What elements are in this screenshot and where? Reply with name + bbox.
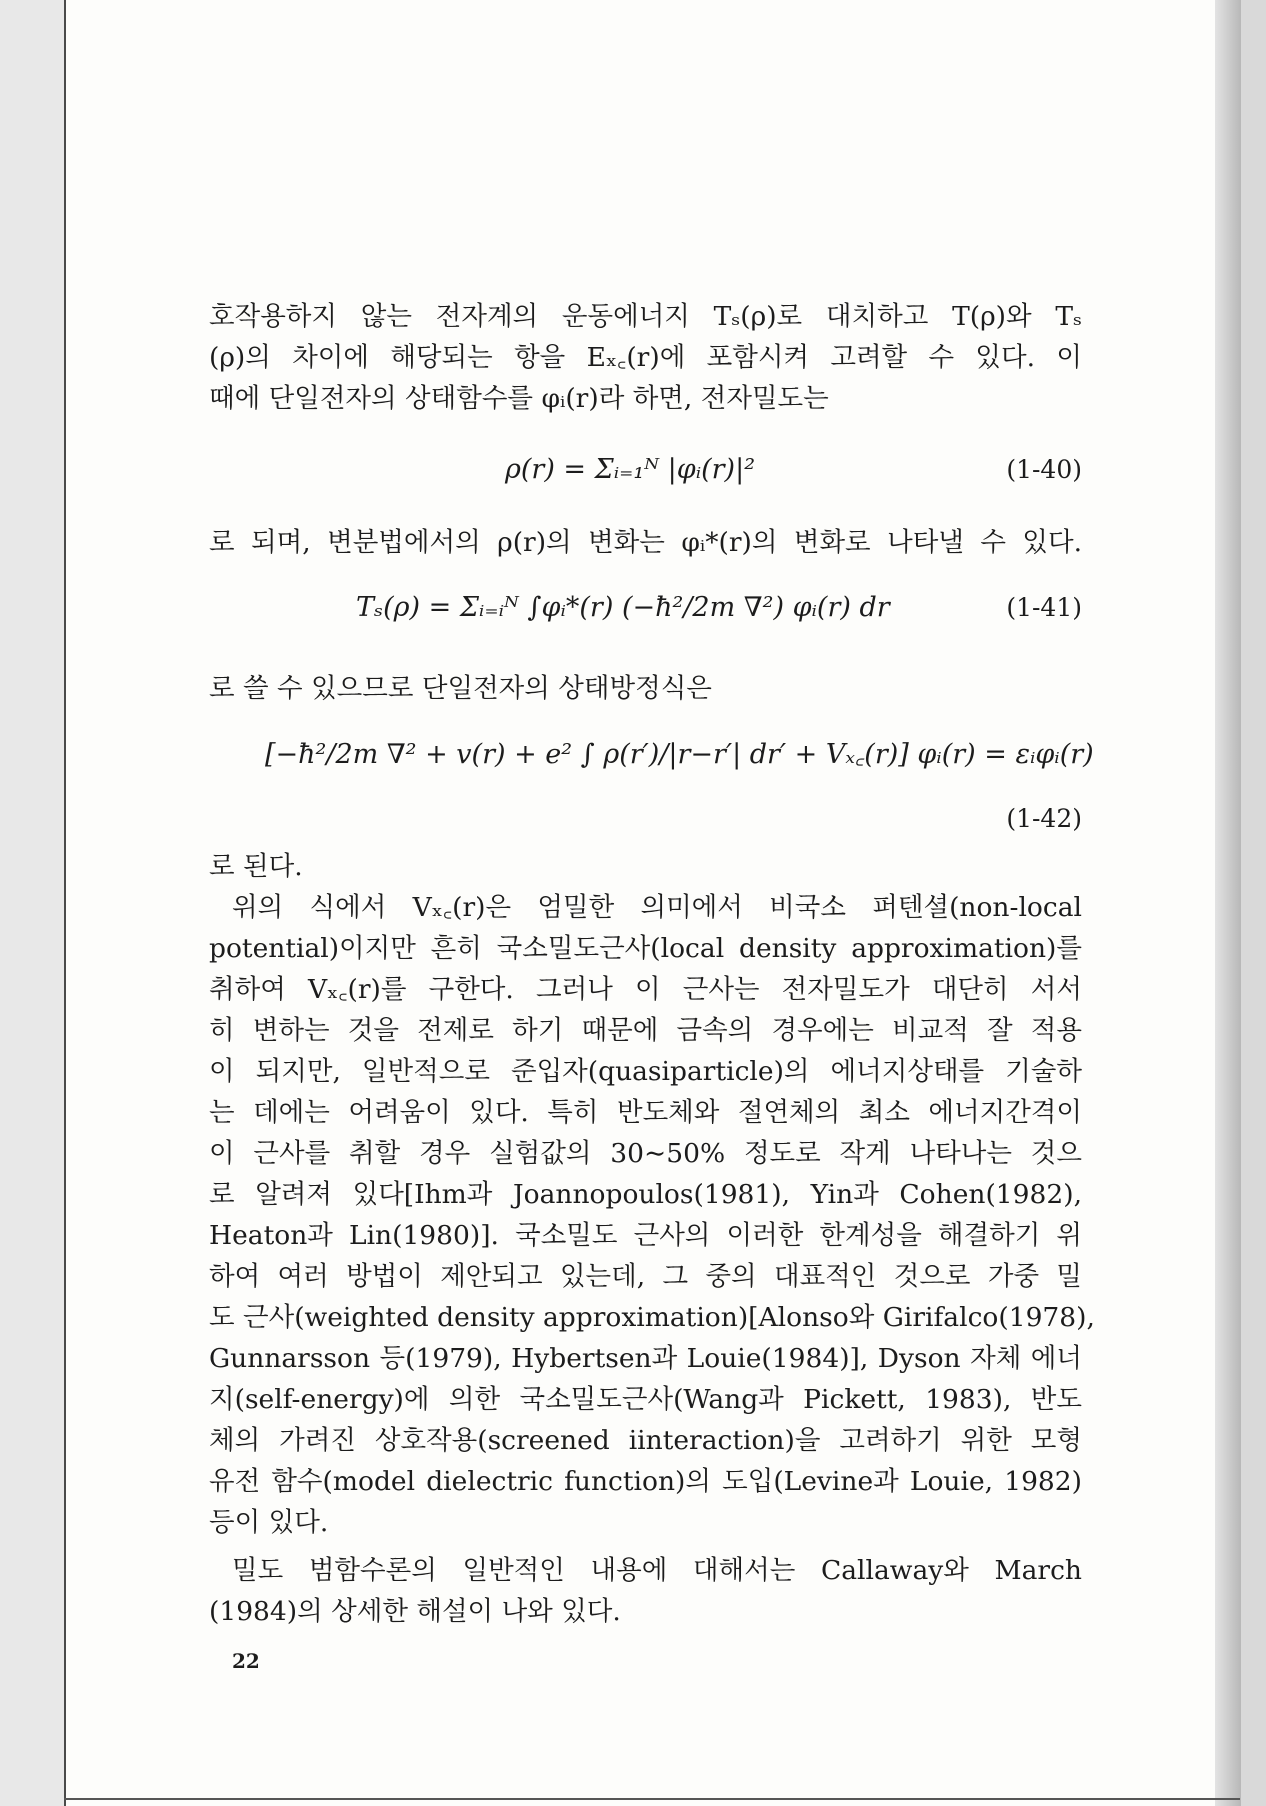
paragraph-start-line: 위의 식에서 Vₓ꜀(r)은 엄밀한 의미에서 비국소 퍼텐셜(non-local <box>232 892 1082 923</box>
text-line: 도 근사(weighted density approximation)[Alonso와 Girifalco(1978), <box>209 1302 1095 1333</box>
text-line: 로 되며, 변분법에서의 ρ(r)의 변화는 φᵢ*(r)의 변화로 나타낼 수 있다. <box>209 527 1082 558</box>
text-line: 이 근사를 취할 경우 실험값의 30∼50% 정도로 작게 나타나는 것으 <box>209 1138 1082 1169</box>
text-line: 유전 함수(model dielectric function)의 도입(Levine과 Louie, 1982) <box>209 1466 1082 1497</box>
page-edge-shadow <box>1215 0 1241 1806</box>
text-line: 때에 단일전자의 상태함수를 φᵢ(r)라 하면, 전자밀도는 <box>209 383 829 414</box>
text-line: 지(self-energy)에 의한 국소밀도근사(Wang과 Pickett, 1983), 반도 <box>209 1384 1082 1415</box>
page-bottom-edge <box>64 1798 1240 1800</box>
text-line: 호작용하지 않는 전자계의 운동에너지 Tₛ(ρ)로 대치하고 T(ρ)와 Tₛ <box>209 301 1082 332</box>
equation-1-40: ρ(r) = Σᵢ₌₁ᴺ |φᵢ(r)|² <box>505 454 756 485</box>
text-line: Gunnarsson 등(1979), Hybertsen과 Louie(1984)], Dyson 자체 에너 <box>209 1343 1082 1374</box>
text-line: 등이 있다. <box>209 1507 329 1538</box>
equation-number: (1-41) <box>1006 593 1082 622</box>
text-line: 체의 가려진 상호작용(screened iinteraction)을 고려하기 위한 모형 <box>209 1425 1082 1456</box>
equation-1-41: Tₛ(ρ) = Σᵢ₌ᵢᴺ ∫φᵢ*(r) (−ħ²/2m ∇²) φᵢ(r) dr <box>356 592 890 623</box>
text-line: (ρ)의 차이에 해당되는 항을 Eₓ꜀(r)에 포함시켜 고려할 수 있다. 이 <box>209 342 1082 373</box>
text-line: 하여 여러 방법이 제안되고 있는데, 그 중의 대표적인 것으로 가중 밀 <box>209 1261 1082 1292</box>
text-line: 로 된다. <box>209 851 303 882</box>
text-line: potential)이지만 흔히 국소밀도근사(local density approximation)를 <box>209 933 1082 964</box>
paragraph-start-line: 밀도 범함수론의 일반적인 내용에 대해서는 Callaway와 March <box>232 1555 1082 1586</box>
text-line: (1984)의 상세한 해설이 나와 있다. <box>209 1596 621 1627</box>
outside-page <box>0 0 64 1806</box>
text-line: 히 변하는 것을 전제로 하기 때문에 금속의 경우에는 비교적 잘 적용 <box>209 1015 1082 1046</box>
text-line: 취하여 Vₓ꜀(r)를 구한다. 그러나 이 근사는 전자밀도가 대단히 서서 <box>209 974 1082 1005</box>
page-number: 22 <box>232 1649 260 1673</box>
text-line: 로 쓸 수 있으므로 단일전자의 상태방정식은 <box>209 673 712 704</box>
equation-1-42: [−ħ²/2m ∇² + v(r) + e² ∫ ρ(r′)/|r−r′| dr′ + Vₓ꜀(r)] φᵢ(r) = εᵢφᵢ(r) <box>265 739 1094 770</box>
text-line: 로 알려져 있다[Ihm과 Joannopoulos(1981), Yin과 Cohen(1982), <box>209 1179 1082 1210</box>
equation-number: (1-42) <box>1006 804 1082 833</box>
text-line: Heaton과 Lin(1980)]. 국소밀도 근사의 이러한 한계성을 해결하기 위 <box>209 1220 1082 1251</box>
text-line: 이 되지만, 일반적으로 준입자(quasiparticle)의 에너지상태를 기술하 <box>209 1056 1082 1087</box>
text-line: 는 데에는 어려움이 있다. 특히 반도체와 절연체의 최소 에너지간격이 <box>209 1097 1082 1128</box>
equation-number: (1-40) <box>1006 455 1082 484</box>
